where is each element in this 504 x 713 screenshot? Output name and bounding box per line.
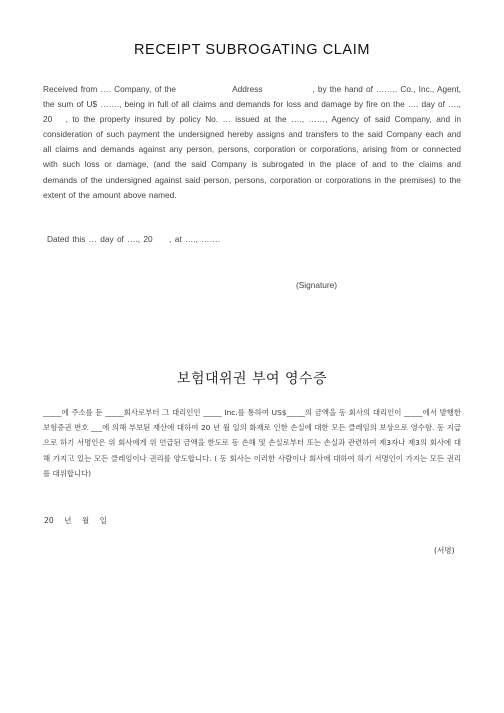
english-dated-line: Dated this … day of …., 20 , at …., ……. (47, 234, 221, 244)
korean-date-line: 20 년 월 일 (44, 516, 107, 525)
english-signature-label: (Signature) (296, 280, 338, 290)
korean-title: 보험대위권 부여 영수증 (176, 371, 328, 387)
korean-body-paragraph: _____에 주소를 둔 _____회사로부터 그 대리인인 _____ Inc.를 통하여 US$_____의 금액을 동 회사의 대리인이 _____에서 발행한 보험증권 번호 ___에 의해 부보된 재산에 대하여 20 년 월 일의 화재로 인한 손실에 대한 모든 클레임의 보상으로 영수함. 동 지급으로 하기 서명인은 위 회사에게 위 언급된 금액을 한도로 동 손해 및 손실로부터 또는 손실과 관련하여 제3자나 제3의 회사에 대해 가지고 있는 모든 클레임이나 권리를 양도합니다. ( 동 회사는 이러한 사람이나 회사에 대하여 하기 서명인이 가지는 모든 권리를 대위합니다) (43, 408, 461, 478)
english-title: RECEIPT SUBROGATING CLAIM (133, 42, 371, 58)
english-body-paragraph: Received from …. Company, of the Address , by the hand of …….. Co., Inc., Agent, the sum of U$ ……., being in full of all claims and demands for loss and damage by fire on the …. day of …., 20 , to the property insured by policy No. … issued at the …., ……, Agency of said Company, and in consideration of such payment the undersigned hereby assigns and transfers to the said Company each and all claims and demands against any person, persons, corporation or corporations, arising from or connected with such loss or damage, (and the said Company is subrogated in the place of and to the claims and demands of the undersigned against said person, persons, corporation or corporations in the premises) to the extent of the amount above named. (43, 84, 461, 200)
korean-signature-label: (서명) (434, 546, 455, 555)
